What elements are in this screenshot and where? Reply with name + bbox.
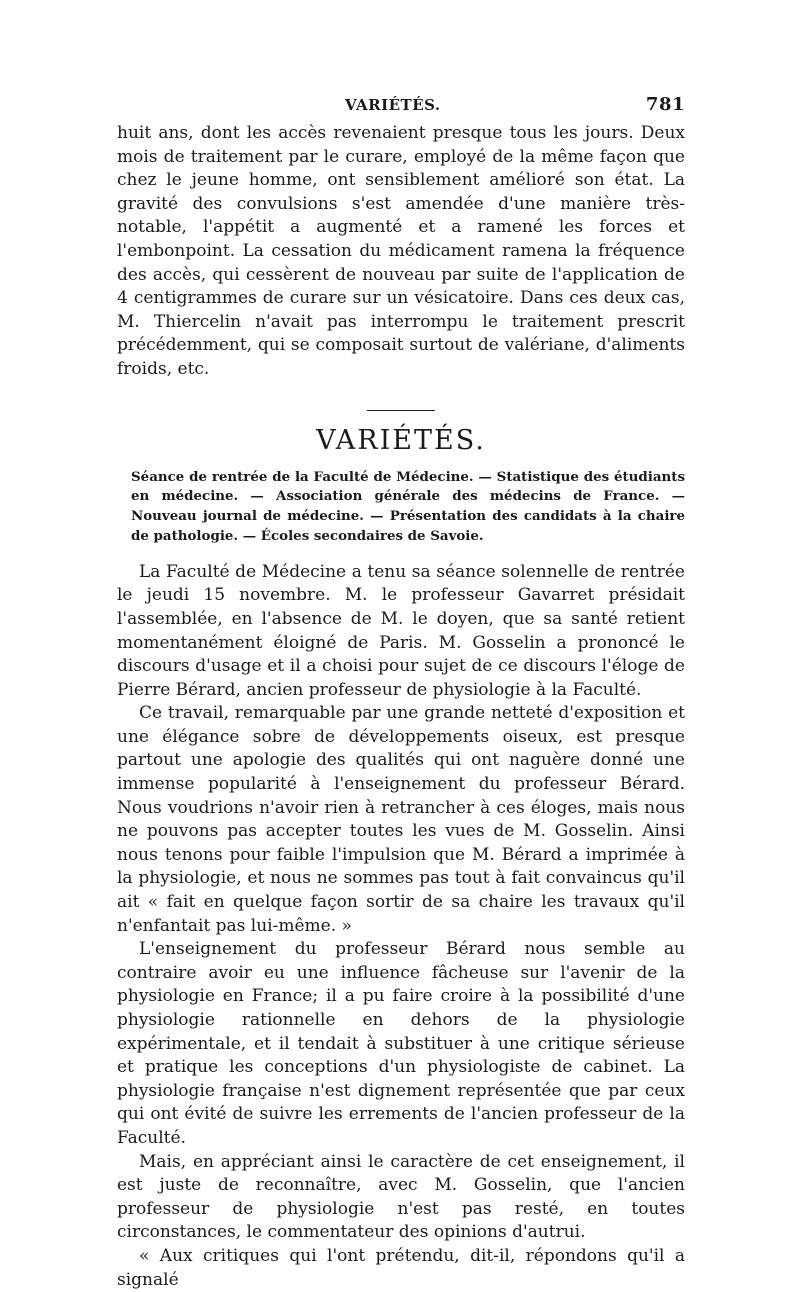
body-paragraph: L'enseignement du professeur Bérard nous semble au contraire avoir eu une influence fâcheuse sur l'avenir de la physiologie en France; il a pu faire croire à la possibilité d'une physiologie rationnelle en dehors de la physiologie expérimentale, et il tendait à substituer à une critique sérieuse et pratique les conceptions d'un physiologiste de cabinet. La physiologie française n'est dignement représentée que par ceux qui ont évité de suivre les errements de l'ancien professeur de la Faculté. (117, 939, 685, 1148)
page-number: 781 (645, 94, 685, 115)
running-title: VARIÉTÉS. (345, 96, 441, 114)
body-paragraph: « Aux critiques qui l'ont prétendu, dit-il, répondons qu'il a signalé (117, 1245, 685, 1290)
body-paragraph: La Faculté de Médecine a tenu sa séance solennelle de rentrée le jeudi 15 novembre. M. le professeur Gavarret présidait l'assemblée, en l'absence de M. le doyen, que sa santé retient momentanément éloigné de Paris. M. Gosselin a prononcé le discours d'usage et il a choisi pour sujet de ce discours l'éloge de Pierre Bérard, ancien professeur de physiologie à la Faculté. (117, 561, 685, 700)
body-paragraph: Mais, en appréciant ainsi le caractère de cet enseignement, il est juste de reconnaître, avec M. Gosselin, que l'ancien professeur de physiologie n'est pas resté, en toutes circonstances, le commentateur des opinions d'autrui. (117, 1151, 685, 1243)
section-divider (367, 410, 435, 411)
book-page (117, 96, 685, 1292)
continuation-paragraph: huit ans, dont les accès revenaient presque tous les jours. Deux mois de traitement par le curare, employé de la même façon que chez le jeune homme, ont sensiblement amélioré son état. La gravité des convulsions s'est amendée d'une manière très-notable, l'appétit a augmenté et a ramené les forces et l'embonpoint. La cessation du médicament ramena la fréquence des accès, qui cessèrent de nouveau par suite de l'application de 4 centigrammes de curare sur un vésicatoire. Dans ces deux cas, M. Thiercelin n'avait pas interrompu le traitement prescrit précédemment, qui se composait surtout de valériane, d'aliments froids, etc. (117, 123, 685, 379)
running-head (117, 96, 685, 122)
section-title: VARIÉTÉS. (316, 424, 486, 456)
section-body (117, 561, 685, 1292)
body-paragraph: Ce travail, remarquable par une grande netteté d'exposition et une élégance sobre de développements oiseux, est presque partout une apologie des qualités qui ont naguère donné une immense popularité à l'enseignement du professeur Bérard. Nous voudrions n'avoir rien à retrancher à ces éloges, mais nous ne pouvons pas accepter toutes les vues de M. Gosselin. Ainsi nous tenons pour faible l'impulsion que M. Bérard a imprimée à la physiologie, et nous ne sommes pas tout à fait convaincus qu'il ait « fait en quelque façon sortir de sa chaire les travaux qu'il n'enfantait pas lui-même. » (117, 703, 685, 936)
section-summary: Séance de rentrée de la Faculté de Médecine. — Statistique des étudiants en médecine. — Association générale des médecins de France. — Nouveau journal de médecine. — Présentation des candidats à la chaire de pathologie. — Écoles secondaires de Savoie. (131, 468, 685, 544)
